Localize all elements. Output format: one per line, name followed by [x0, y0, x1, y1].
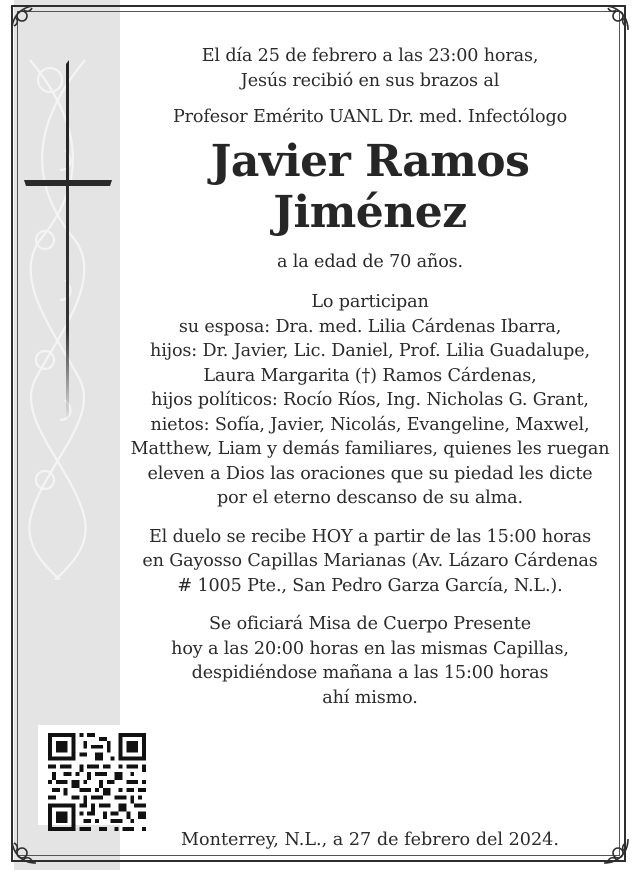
mass-block	[130, 612, 610, 710]
deceased-name	[130, 136, 610, 238]
family-line: hijos: Dr. Javier, Lic. Daniel, Prof. Lilia Guadalupe,	[150, 341, 590, 361]
corner-ornament-icon	[602, 837, 632, 867]
name-line: Javier Ramos	[210, 135, 530, 187]
wake-line: # 1005 Pte., San Pedro Garza García, N.L.).	[177, 575, 563, 596]
wake-line: El duelo se recibe HOY a partir de las 15:00 horas	[148, 526, 592, 547]
place-date-signature: Monterrey, N.L., a 27 de febrero del 2024.	[181, 829, 559, 850]
deceased-title: Profesor Emérito UANL Dr. med. Infectólogo	[172, 107, 568, 127]
family-line: Laura Margarita (†) Ramos Cárdenas,	[203, 365, 537, 386]
name-line: Jiménez	[273, 186, 467, 238]
mass-line: despidiéndose mañana a las 15:00 horas	[191, 663, 549, 683]
corner-ornament-icon	[8, 2, 38, 32]
age-line: a la edad de 70 años.	[277, 251, 463, 272]
mass-line: Se oficiará Misa de Cuerpo Presente	[209, 614, 531, 634]
qr-code-icon[interactable]	[48, 733, 146, 831]
intro-line: Jesús recibió en sus brazos al	[240, 70, 500, 91]
intro-line: El día 25 de febrero a las 23:00 horas,	[201, 46, 539, 66]
family-block	[130, 290, 610, 511]
mass-line: ahí mismo.	[322, 687, 418, 708]
family-line: eleven a Dios las oraciones que su piedad les dicte	[147, 463, 593, 484]
intro-block	[130, 44, 610, 93]
family-line: hijos políticos: Rocío Ríos, Ing. Nicholas G. Grant,	[151, 390, 589, 410]
family-line: Lo participan	[311, 292, 429, 312]
family-line: nietos: Sofía, Javier, Nicolás, Evangeline, Maxwel,	[150, 414, 590, 435]
wake-block	[130, 525, 610, 599]
obituary-content	[130, 44, 610, 724]
wake-line: en Gayosso Capillas Marianas (Av. Lázaro Cárdenas	[142, 551, 598, 571]
corner-ornament-icon	[602, 2, 632, 32]
corner-ornament-icon	[8, 837, 38, 867]
family-line: por el eterno descanso de su alma.	[217, 488, 523, 508]
mass-line: hoy a las 20:00 horas en las mismas Capillas,	[171, 638, 569, 659]
family-line: Matthew, Liam y demás familiares, quienes les ruegan	[130, 439, 610, 459]
family-line: su esposa: Dra. med. Lilia Cárdenas Ibarra,	[178, 316, 562, 337]
